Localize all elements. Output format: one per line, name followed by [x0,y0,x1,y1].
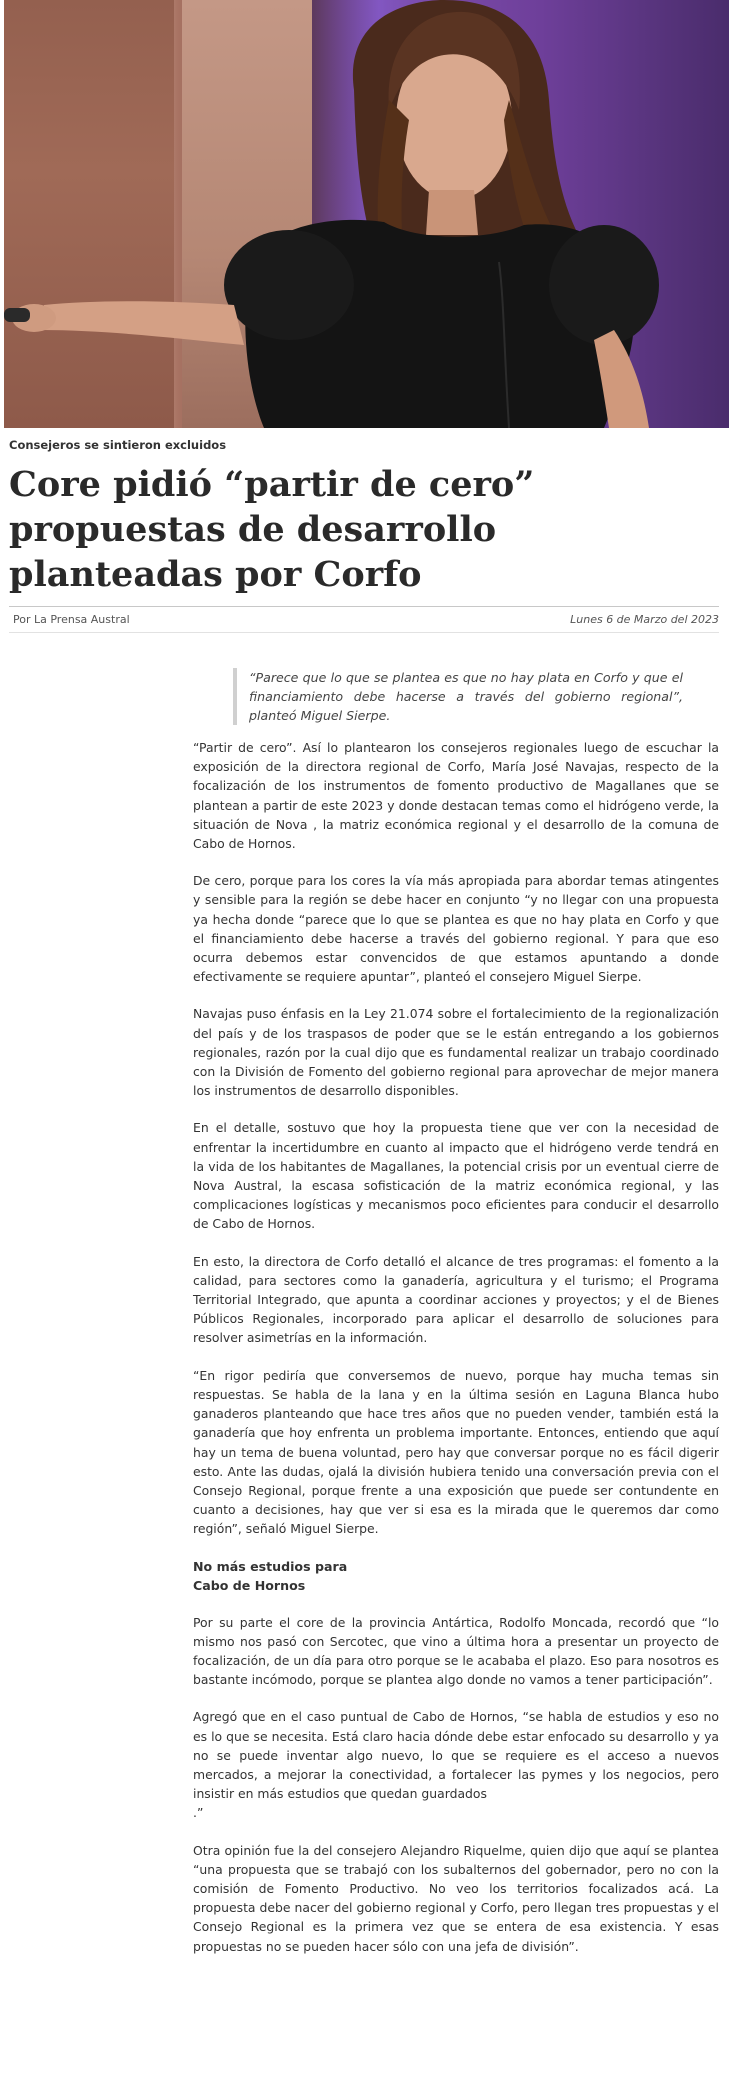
subheading-line-2: Cabo de Hornos [193,1577,306,1593]
article-subheading [193,1557,719,1595]
paragraph-8-quote-close: .” [193,1805,204,1821]
article-paragraph-5: En esto, la directora de Corfo detalló el alcance de tres programas: el fomento a la calidad, para sectores como la ganadería, agricultura y el turismo; el Programa Territorial Integrado, que apunta a coordinar acciones y proyectos; y el de Bienes Públicos Regionales, incorporado para aplicar el desarrollo de soluciones para resolver asimetrías en la información. [193,1253,719,1346]
article-paragraph-2: De cero, porque para los cores la vía más apropiada para abordar temas atingentes y sensible para la región se debe hacer en conjunto “y no llegar con una propuesta ya hecha donde “parece que lo que se plantea es que no hay plata en Corfo y que el financiamiento debe hacerse a través del gobierno regional. Y para que eso ocurra debemos estar convencidos de que estamos apuntando a donde efectivamente se requiere apuntar”, planteó el consejero Miguel Sierpe. [193,873,719,985]
article-headline: Core pidió “partir de cero” propuestas de desarrollo planteadas por Corfo [9,464,535,595]
subheading-line-1: No más estudios para [193,1558,348,1574]
hero-photo [4,0,729,428]
speaker-figure [4,0,729,428]
article-paragraph-9: Otra opinión fue la del consejero Alejandro Riquelme, quien dijo que aquí se plantea “una propuesta que se trabajó con los subalternos del gobernador, pero no con la comisión de Fomento Productivo. No veo los territorios focalizados acá. La propuesta debe nacer del gobierno regional y Corfo, pero llegan tres propuestas y el Consejo Regional es la primera vez que se entera de esa existencia. Y esas propuestas no se pueden hacer sólo con una jefa de división”. [193,1842,719,1954]
paragraph-8-text: Agregó que en el caso puntual de Cabo de Hornos, “se habla de estudios y eso no es lo que se necesita. Está claro hacia dónde debe estar enfocado su desarrollo y ya no se puede inventar algo nuevo, lo que se requiere es el acceso a nuevos mercados, a mejorar la conectividad, a fortalecer las pymes y los negocios, pero insistir en más estudios que quedan guardados [193,1709,719,1802]
article-byline: Por La Prensa Austral [13,613,130,626]
article-paragraph-8 [193,1707,719,1822]
article-paragraph-3: Navajas puso énfasis en la Ley 21.074 sobre el fortalecimiento de la regionalización del país y de los traspasos de poder que se le están entregando a los gobiernos regionales, razón por la cual dijo que es fundamental realizar un trabajo coordinado con la División de Fomento del gobierno regional para aprovechar de mejor manera los instrumentos de desarrollo disponibles. [193,1006,719,1099]
article-date: Lunes 6 de Marzo del 2023 [570,613,719,626]
article-body [193,738,719,1974]
article-paragraph-1: “Partir de cero”. Así lo plantearon los consejeros regionales luego de escuchar la exposición de la directora regional de Corfo, María José Navajas, respecto de la focalización de los instrumentos de fomento productivo de Magallanes que se plantean a partir de este 2023 y donde destacan temas como el hidrógeno verde, la situación de Nova , la matriz económica regional y el desarrollo de la comuna de Cabo de Hornos. [193,740,719,852]
article-kicker: Consejeros se sintieron excluidos [9,438,227,452]
pull-quote: “Parece que lo que se plantea es que no hay plata en Corfo y que el financiamiento debe hacerse a través del gobierno regional”, planteó Miguel Sierpe. [233,668,683,725]
meta-top-divider [9,606,719,607]
article-paragraph-6: “En rigor pediría que conversemos de nuevo, porque hay mucha temas sin respuestas. Se habla de la lana y en la última sesión en Laguna Blanca hubo ganaderos planteando que hace tres años que no pueden vender, también está la ganadería que hoy enfrenta un problema importante. Entonces, entiendo que aquí hay un tema de buena voluntad, pero hay que conversar porque no es fácil digerir esto. Ante las dudas, ojalá la división hubiera tenido una conversación previa con el Consejo Regional, porque frente a una exposición que puede ser contundente en cuanto a decisiones, hay que ver si esa es la mirada que le queremos dar como región”, señaló Miguel Sierpe. [193,1367,719,1537]
article-paragraph-7: Por su parte el core de la provincia Antártica, Rodolfo Moncada, recordó que “lo mismo nos pasó con Sercotec, que vino a última hora a presentar un proyecto de focalización, de un día para otro porque se le acababa el plazo. Eso para nosotros es bastante incómodo, porque se plantea algo donde no vamos a tener participación”. [193,1614,719,1688]
meta-bottom-divider [9,632,719,633]
article-paragraph-4: En el detalle, sostuvo que hoy la propuesta tiene que ver con la necesidad de enfrentar la incertidumbre en cuanto al impacto que el hidrógeno verde tendrá en la vida de los habitantes de Magallanes, la potencial crisis por un eventual cierre de Nova Austral, la escasa sofisticación de la matriz económica regional, y las complicaciones logísticas y mecanismos poco eficientes para conducir el desarrollo de Cabo de Hornos. [193,1120,719,1232]
